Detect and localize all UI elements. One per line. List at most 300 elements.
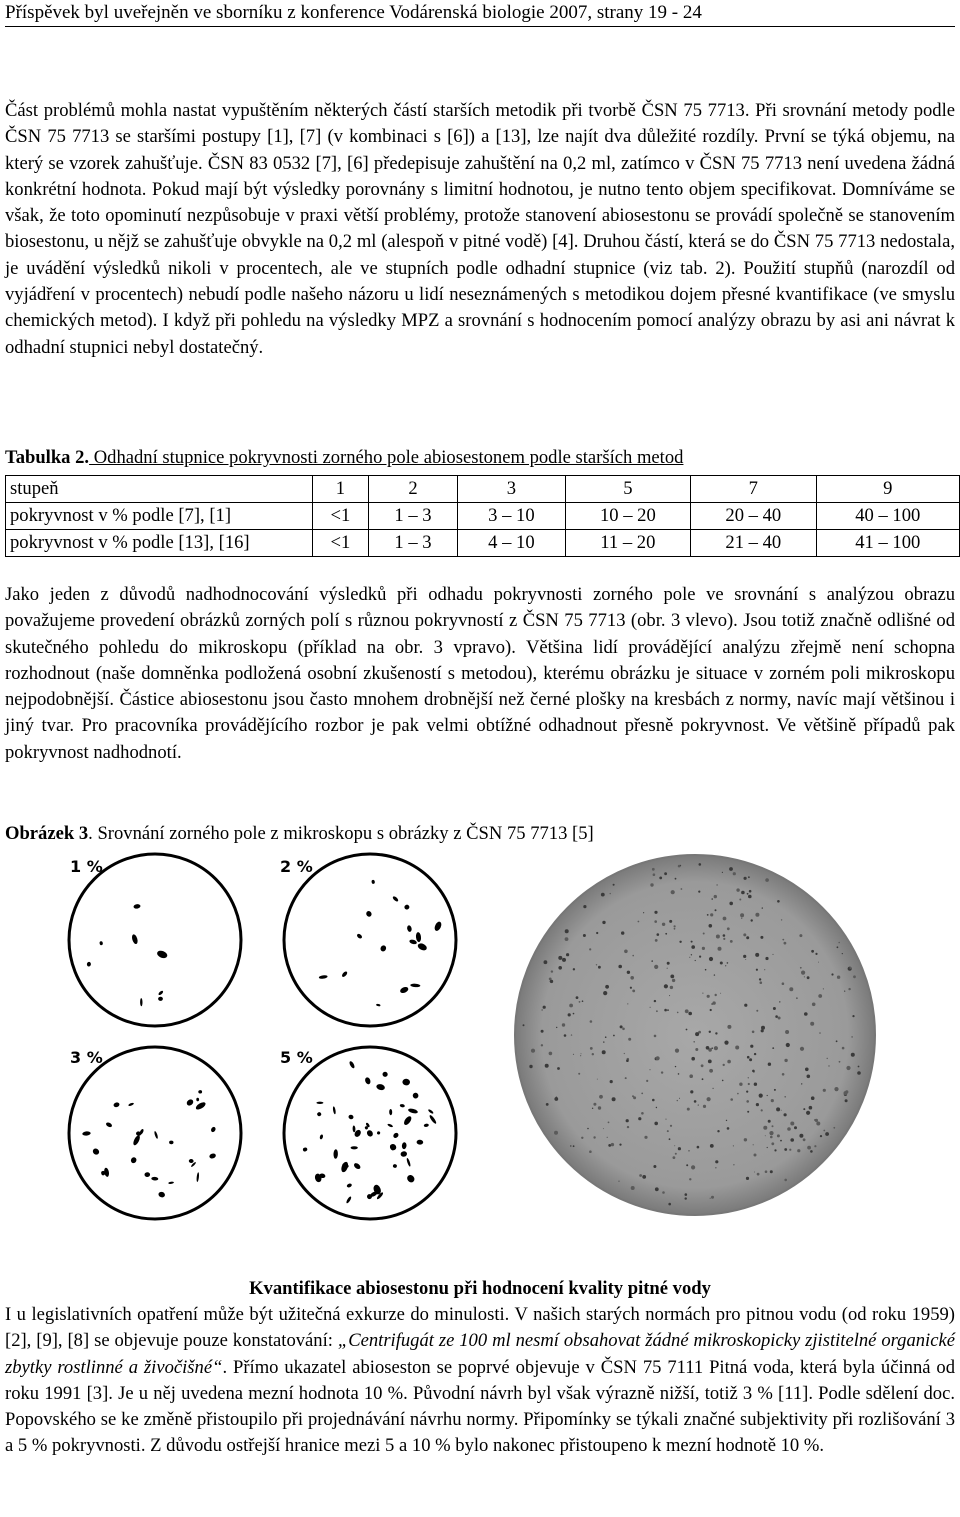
particle-speck bbox=[654, 911, 657, 914]
particle-speck bbox=[570, 1145, 571, 1146]
particle-speck bbox=[836, 1040, 838, 1042]
table-cell: 10 – 20 bbox=[565, 503, 690, 530]
particle-speck bbox=[621, 931, 624, 934]
particle-speck bbox=[624, 950, 628, 954]
particle-speck bbox=[596, 932, 598, 934]
particle-speck bbox=[743, 933, 746, 936]
particle-speck bbox=[666, 1119, 667, 1120]
particle-speck bbox=[727, 962, 729, 964]
particle-speck bbox=[820, 1135, 822, 1137]
particle-speck bbox=[818, 962, 819, 963]
particle-speck bbox=[687, 1108, 690, 1111]
particle-speck bbox=[702, 947, 705, 950]
table-cell: 1 bbox=[313, 476, 369, 503]
particle-speck bbox=[823, 1130, 825, 1132]
particle-speck bbox=[794, 1126, 797, 1129]
particle-speck bbox=[769, 1131, 773, 1135]
particle-speck bbox=[620, 1025, 623, 1028]
particle-speck bbox=[756, 1010, 758, 1012]
particle-speck bbox=[762, 907, 763, 908]
particle-speck bbox=[590, 1047, 593, 1050]
particle-speck bbox=[695, 1032, 699, 1036]
particle-speck bbox=[573, 1054, 574, 1055]
particle-speck bbox=[709, 1069, 713, 1073]
particle-speck bbox=[781, 919, 782, 920]
particle-speck bbox=[641, 1112, 644, 1115]
particle-speck bbox=[710, 1198, 711, 1199]
particle-speck bbox=[613, 1035, 615, 1037]
particle-speck bbox=[733, 872, 736, 875]
particle-speck bbox=[714, 974, 715, 975]
table-cell: 40 – 100 bbox=[816, 503, 960, 530]
particle-speck bbox=[833, 1127, 835, 1129]
particle-speck bbox=[799, 1134, 803, 1138]
particle-speck bbox=[703, 933, 705, 935]
particle-speck bbox=[752, 1070, 755, 1073]
particle-speck bbox=[755, 953, 759, 957]
particle-speck bbox=[748, 876, 750, 878]
particle-speck bbox=[702, 993, 703, 994]
particle-speck bbox=[736, 888, 739, 891]
particle-speck bbox=[638, 1117, 641, 1120]
particle-speck bbox=[589, 948, 591, 950]
particle-speck bbox=[842, 1047, 845, 1050]
particle-speck bbox=[593, 1103, 596, 1106]
particle-speck bbox=[632, 990, 635, 993]
particle-speck bbox=[842, 953, 843, 954]
particle-speck bbox=[650, 1007, 651, 1008]
particle-speck bbox=[784, 1148, 787, 1151]
particle-speck bbox=[590, 1020, 593, 1023]
particle-speck bbox=[760, 981, 763, 984]
particle-speck bbox=[618, 965, 622, 969]
particle-speck bbox=[628, 1038, 631, 1041]
table-row-label: pokryvnost v % podle [7], [1] bbox=[6, 503, 313, 530]
particle-speck bbox=[593, 1136, 595, 1138]
particle-speck bbox=[608, 1144, 611, 1147]
particle-speck bbox=[656, 1056, 660, 1060]
particle-speck bbox=[653, 873, 656, 876]
particle-drawing bbox=[351, 1146, 358, 1149]
particle-speck bbox=[714, 895, 717, 898]
particle-speck bbox=[756, 1103, 759, 1106]
particle-speck bbox=[729, 867, 733, 871]
particle-speck bbox=[646, 1080, 648, 1082]
particle-speck bbox=[746, 1177, 749, 1180]
particle-speck bbox=[613, 884, 615, 886]
particle-speck bbox=[723, 1064, 725, 1066]
table-cell: 41 – 100 bbox=[816, 530, 960, 557]
particle-speck bbox=[652, 868, 655, 871]
particle-speck bbox=[723, 917, 727, 921]
particle-speck bbox=[630, 976, 634, 980]
particle-speck bbox=[675, 1066, 676, 1067]
particle-speck bbox=[722, 1080, 724, 1082]
particle-speck bbox=[857, 1071, 861, 1075]
particle-speck bbox=[691, 954, 692, 955]
particle-speck bbox=[669, 920, 672, 923]
particle-speck bbox=[654, 965, 658, 969]
particle-speck bbox=[670, 986, 673, 989]
particle-speck bbox=[714, 1046, 718, 1050]
particle-speck bbox=[799, 934, 802, 937]
particle-speck bbox=[550, 980, 553, 983]
particle-speck bbox=[709, 957, 713, 961]
particle-speck bbox=[784, 1096, 786, 1098]
particle-speck bbox=[839, 1061, 841, 1063]
particle-speck bbox=[583, 905, 586, 908]
particle-speck bbox=[787, 1127, 791, 1131]
table-caption bbox=[5, 446, 955, 470]
particle-speck bbox=[739, 1083, 742, 1086]
microscope-photo-panel bbox=[480, 850, 910, 1225]
particle-speck bbox=[627, 1126, 629, 1128]
table-row bbox=[6, 503, 960, 530]
figure-title: . Srovnání zorného pole z mikroskopu s obrázky z ČSN 75 7713 [5] bbox=[88, 823, 594, 844]
particle-speck bbox=[803, 1138, 806, 1141]
particle-speck bbox=[845, 1099, 848, 1102]
particle-speck bbox=[654, 1035, 657, 1038]
particle-speck bbox=[543, 1006, 546, 1009]
particle-speck bbox=[652, 1099, 655, 1102]
section-heading: Kvantifikace abiosestonu při hodnocení kvality pitné vody bbox=[249, 1278, 711, 1299]
particle-speck bbox=[531, 1049, 535, 1053]
particle-speck bbox=[655, 1187, 659, 1191]
particle-speck bbox=[715, 1160, 718, 1163]
particle-speck bbox=[582, 1000, 584, 1002]
particle-speck bbox=[685, 1197, 687, 1199]
particle-speck bbox=[653, 1165, 656, 1168]
particle-speck bbox=[784, 1113, 787, 1116]
particle-speck bbox=[688, 1012, 692, 1016]
particle-speck bbox=[746, 936, 749, 939]
particle-speck bbox=[807, 1075, 811, 1079]
particle-speck bbox=[674, 928, 676, 930]
particle-speck bbox=[651, 960, 653, 962]
particle-speck bbox=[691, 1165, 695, 1169]
table-cell: 7 bbox=[691, 476, 816, 503]
particle-speck bbox=[757, 1173, 760, 1176]
particle-speck bbox=[675, 1049, 679, 1053]
figure-caption bbox=[5, 822, 955, 846]
particle-speck bbox=[815, 953, 817, 955]
particle-speck bbox=[679, 1098, 680, 1099]
particle-speck bbox=[573, 1145, 575, 1147]
particle-speck bbox=[759, 978, 761, 980]
particle-speck bbox=[654, 920, 657, 923]
particle-speck bbox=[665, 933, 667, 935]
particle-speck bbox=[690, 1090, 693, 1093]
particle-speck bbox=[754, 1172, 755, 1173]
particle-speck bbox=[851, 1053, 855, 1057]
table-cell: 1 – 3 bbox=[368, 503, 457, 530]
particle-speck bbox=[777, 900, 780, 903]
particle-speck bbox=[739, 899, 741, 901]
particle-speck bbox=[711, 1196, 714, 1199]
particle-speck bbox=[654, 1122, 658, 1126]
particle-speck bbox=[685, 1009, 689, 1013]
particle-speck bbox=[756, 969, 758, 971]
particle-speck bbox=[790, 1122, 794, 1126]
particle-speck bbox=[710, 1009, 712, 1011]
particle-speck bbox=[626, 1119, 629, 1122]
particle-speck bbox=[642, 1175, 646, 1179]
particle-speck bbox=[810, 1022, 814, 1026]
particle-speck bbox=[571, 1034, 572, 1035]
particle-speck bbox=[549, 1052, 553, 1056]
particle-speck bbox=[773, 954, 774, 955]
particle-speck bbox=[641, 1093, 643, 1095]
table-label: Tabulka 2. bbox=[5, 447, 90, 468]
particle-speck bbox=[846, 1066, 850, 1070]
particle-speck bbox=[706, 1046, 710, 1050]
particle-speck bbox=[853, 975, 856, 978]
standard-drawings-image bbox=[50, 850, 480, 1225]
particle-speck bbox=[662, 923, 665, 926]
particle-speck bbox=[598, 1106, 601, 1109]
particle-speck bbox=[727, 927, 730, 930]
particle-speck bbox=[725, 965, 726, 966]
panel-label-4: 5 % bbox=[280, 1048, 313, 1067]
particle-speck bbox=[597, 1079, 598, 1080]
particle-speck bbox=[744, 1004, 747, 1007]
estimation-scale-table bbox=[5, 475, 960, 557]
particle-speck bbox=[727, 1025, 731, 1029]
particle-speck bbox=[610, 1080, 613, 1083]
particle-speck bbox=[724, 1041, 728, 1045]
figure-label: Obrázek 3 bbox=[5, 823, 89, 844]
particle-speck bbox=[675, 878, 677, 880]
particle-speck bbox=[729, 902, 733, 906]
table-row bbox=[6, 530, 960, 557]
particle-speck bbox=[707, 1097, 711, 1101]
particle-speck bbox=[768, 1063, 771, 1066]
particle-speck bbox=[650, 1069, 651, 1070]
microscope-photo-image bbox=[480, 850, 910, 1225]
particle-speck bbox=[784, 942, 787, 945]
particle-speck bbox=[767, 1095, 768, 1096]
particle-speck bbox=[709, 1031, 711, 1033]
particle-speck bbox=[720, 993, 721, 994]
particle-speck bbox=[601, 893, 605, 897]
particle-speck bbox=[568, 1013, 571, 1016]
particle-speck bbox=[711, 898, 713, 900]
particle-speck bbox=[782, 982, 785, 985]
table-cell: 5 bbox=[565, 476, 690, 503]
particle-speck bbox=[845, 1090, 848, 1093]
particle-speck bbox=[541, 1044, 543, 1046]
particle-speck bbox=[565, 937, 569, 941]
particle-speck bbox=[686, 1029, 688, 1031]
particle-speck bbox=[702, 1078, 704, 1080]
paragraph-legislation-text-end: . Přímo ukazatel abioseston se poprvé objevuje v ČSN 75 7111 Pitná voda, která byla účinná od roku 1991 [3]. Je u něj uvedena mezní hodnota 10 %. Původní návrh byl však výrazně nižší, totiž 3 % [11]. Podle sdělení doc. Popovského se ke změně přistoupilo při projednávání návrhu normy. Připomínky se týkali značné subjektivity při rozlišování 3 a 5 % pokryvnosti. Z důvodu ostřejší hranice mezi 5 a 10 % bylo nakonec přistoupeno k mezní hodnotě 10 %. bbox=[5, 1356, 955, 1457]
particle-speck bbox=[814, 1145, 816, 1147]
particle-speck bbox=[607, 1137, 608, 1138]
paragraph-overestimation: Jako jeden z důvodů nadhodnocování výsledků při odhadu pokryvnosti zorného pole ve srovnání s analýzou obrazu považujeme provedení obrázků zorných polí s různou pokryvností z ČSN 75 7713 (obr. 3 vlevo). Jsou totiž značně odlišné od skutečného pohledu do mikroskopu (příklad na obr. 3 vpravo). Většina lidí provádějící analýzu zřejmě není schopna rozhodnout (naše domněnka podložená osobní zkušeností s metodou), kterému obrázku je situace v zorném poli mikroskopu nejpodobnější. Částice abiosestonu jsou často mnohem drobnější než černé plošky na kresbách z normy, navíc mají většinou i jiný tvar. Pro pracovníka provádějícího rozbor je pak velmi obtížné odhadnout přesně pokryvnost. Ve většině případů pak pokryvnost nadhodnotí. bbox=[5, 584, 955, 763]
particle-speck bbox=[677, 1100, 678, 1101]
particle-speck bbox=[730, 940, 733, 943]
particle-speck bbox=[753, 1144, 754, 1145]
particle-speck bbox=[747, 1111, 749, 1113]
particle-speck bbox=[801, 1083, 802, 1084]
microscope-field bbox=[515, 855, 875, 1215]
particle-speck bbox=[644, 1136, 647, 1139]
particle-speck bbox=[603, 1128, 604, 1129]
particle-speck bbox=[712, 1001, 715, 1004]
particle-speck bbox=[752, 1031, 755, 1034]
particle-speck bbox=[618, 1181, 619, 1182]
particle-speck bbox=[765, 878, 769, 882]
particle-speck bbox=[770, 1136, 773, 1139]
particle-speck bbox=[765, 1170, 768, 1173]
particle-speck bbox=[599, 1095, 603, 1099]
particle-speck bbox=[775, 1015, 778, 1018]
particle-speck bbox=[741, 918, 742, 919]
panel-label-3: 3 % bbox=[70, 1048, 103, 1067]
particle-speck bbox=[819, 1032, 821, 1034]
table-cell: 1 – 3 bbox=[368, 530, 457, 557]
particle-speck bbox=[852, 1015, 854, 1017]
particle-speck bbox=[656, 1010, 658, 1012]
particle-speck bbox=[780, 1140, 782, 1142]
particle-speck bbox=[741, 891, 745, 895]
particle-speck bbox=[834, 1087, 838, 1091]
particle-speck bbox=[661, 1071, 663, 1073]
particle-speck bbox=[744, 877, 747, 880]
field-circle-2 bbox=[284, 854, 456, 1026]
particle-speck bbox=[779, 1001, 780, 1002]
particle-speck bbox=[789, 1149, 791, 1151]
particle-speck bbox=[726, 1120, 727, 1121]
particle-speck bbox=[681, 888, 683, 890]
particle-speck bbox=[677, 1012, 679, 1014]
particle-speck bbox=[578, 1073, 580, 1075]
particle-speck bbox=[565, 929, 569, 933]
particle-speck bbox=[556, 1097, 558, 1099]
field-circle-1 bbox=[69, 854, 241, 1026]
particle-speck bbox=[602, 1050, 606, 1054]
particle-speck bbox=[784, 1179, 787, 1182]
particle-speck bbox=[569, 1004, 573, 1008]
particle-speck bbox=[809, 1106, 813, 1110]
particle-speck bbox=[811, 950, 814, 953]
particle-speck bbox=[656, 1107, 657, 1108]
particle-speck bbox=[760, 936, 763, 939]
particle-speck bbox=[778, 1017, 781, 1020]
particle-speck bbox=[667, 968, 668, 969]
particle-speck bbox=[580, 1055, 581, 1056]
particle-speck bbox=[851, 1036, 853, 1038]
particle-speck bbox=[827, 1058, 828, 1059]
particle-speck bbox=[720, 962, 723, 965]
particle-speck bbox=[558, 956, 562, 960]
particle-speck bbox=[807, 976, 810, 979]
page-header-citation: Příspěvek byl uveřejněn ve sborníku z konference Vodárenská biologie 2007, strany 19 - 24 bbox=[5, 2, 955, 27]
particle-speck bbox=[801, 971, 805, 975]
particle-speck bbox=[772, 1125, 774, 1127]
particle-speck bbox=[664, 1009, 667, 1012]
particle-speck bbox=[592, 1053, 594, 1055]
particle-speck bbox=[806, 1111, 810, 1115]
particle-speck bbox=[650, 883, 653, 886]
particle-speck bbox=[669, 995, 670, 996]
particle-speck bbox=[767, 1147, 768, 1148]
particle-speck bbox=[667, 962, 670, 965]
particle-speck bbox=[715, 1167, 716, 1168]
particle-speck bbox=[797, 1149, 800, 1152]
particle-speck bbox=[605, 1036, 607, 1038]
particle-speck bbox=[749, 890, 752, 893]
particle-speck bbox=[790, 1138, 794, 1142]
particle-speck bbox=[727, 1060, 731, 1064]
particle-speck bbox=[816, 1122, 820, 1126]
particle-speck bbox=[679, 941, 681, 943]
particle-speck bbox=[807, 1146, 811, 1150]
particle-speck bbox=[800, 967, 802, 969]
table-cell: 4 – 10 bbox=[458, 530, 565, 557]
particle-speck bbox=[707, 914, 709, 916]
particle-speck bbox=[703, 1105, 706, 1108]
particle-speck bbox=[612, 1097, 616, 1101]
particle-speck bbox=[761, 1026, 765, 1030]
particle-speck bbox=[693, 1041, 695, 1043]
particle-speck bbox=[804, 976, 805, 977]
particle-speck bbox=[715, 1032, 717, 1034]
particle-speck bbox=[776, 1107, 780, 1111]
particle-speck bbox=[708, 1060, 712, 1064]
particle-speck bbox=[709, 924, 713, 928]
particle-speck bbox=[581, 1137, 583, 1139]
particle-speck bbox=[733, 1145, 734, 1146]
particle-speck bbox=[662, 1191, 665, 1194]
particle-speck bbox=[825, 1132, 829, 1136]
particle-speck bbox=[716, 884, 717, 885]
particle-speck bbox=[583, 934, 586, 937]
particle-speck bbox=[674, 1145, 675, 1146]
particle-speck bbox=[804, 1012, 808, 1016]
particle-speck bbox=[755, 913, 759, 917]
particle-speck bbox=[771, 1099, 774, 1102]
particle-speck bbox=[838, 942, 840, 944]
particle-speck bbox=[765, 957, 768, 960]
particle-speck bbox=[627, 971, 630, 974]
particle-speck bbox=[761, 1109, 763, 1111]
particle-speck bbox=[711, 1047, 713, 1049]
particle-speck bbox=[587, 1128, 589, 1130]
particle-speck bbox=[562, 958, 566, 962]
particle-speck bbox=[754, 1154, 757, 1157]
particle-speck bbox=[675, 1153, 677, 1155]
particle-speck bbox=[740, 913, 744, 917]
panel-label-2: 2 % bbox=[280, 857, 313, 876]
particle-speck bbox=[774, 1089, 776, 1091]
particle-speck bbox=[697, 1146, 700, 1149]
particle-speck bbox=[602, 921, 605, 924]
particle-speck bbox=[730, 1098, 733, 1101]
particle-speck bbox=[800, 1047, 804, 1051]
particle-speck bbox=[685, 1193, 688, 1196]
particle-speck bbox=[556, 1027, 557, 1028]
particle-speck bbox=[848, 988, 850, 990]
particle-speck bbox=[630, 987, 632, 989]
particle-speck bbox=[765, 1135, 766, 1136]
table-cell: 3 – 10 bbox=[458, 503, 565, 530]
particle-speck bbox=[718, 947, 722, 951]
particle-speck bbox=[805, 1068, 809, 1072]
particle-speck bbox=[603, 991, 607, 995]
particle-speck bbox=[771, 1142, 774, 1145]
particle-speck bbox=[699, 956, 701, 958]
